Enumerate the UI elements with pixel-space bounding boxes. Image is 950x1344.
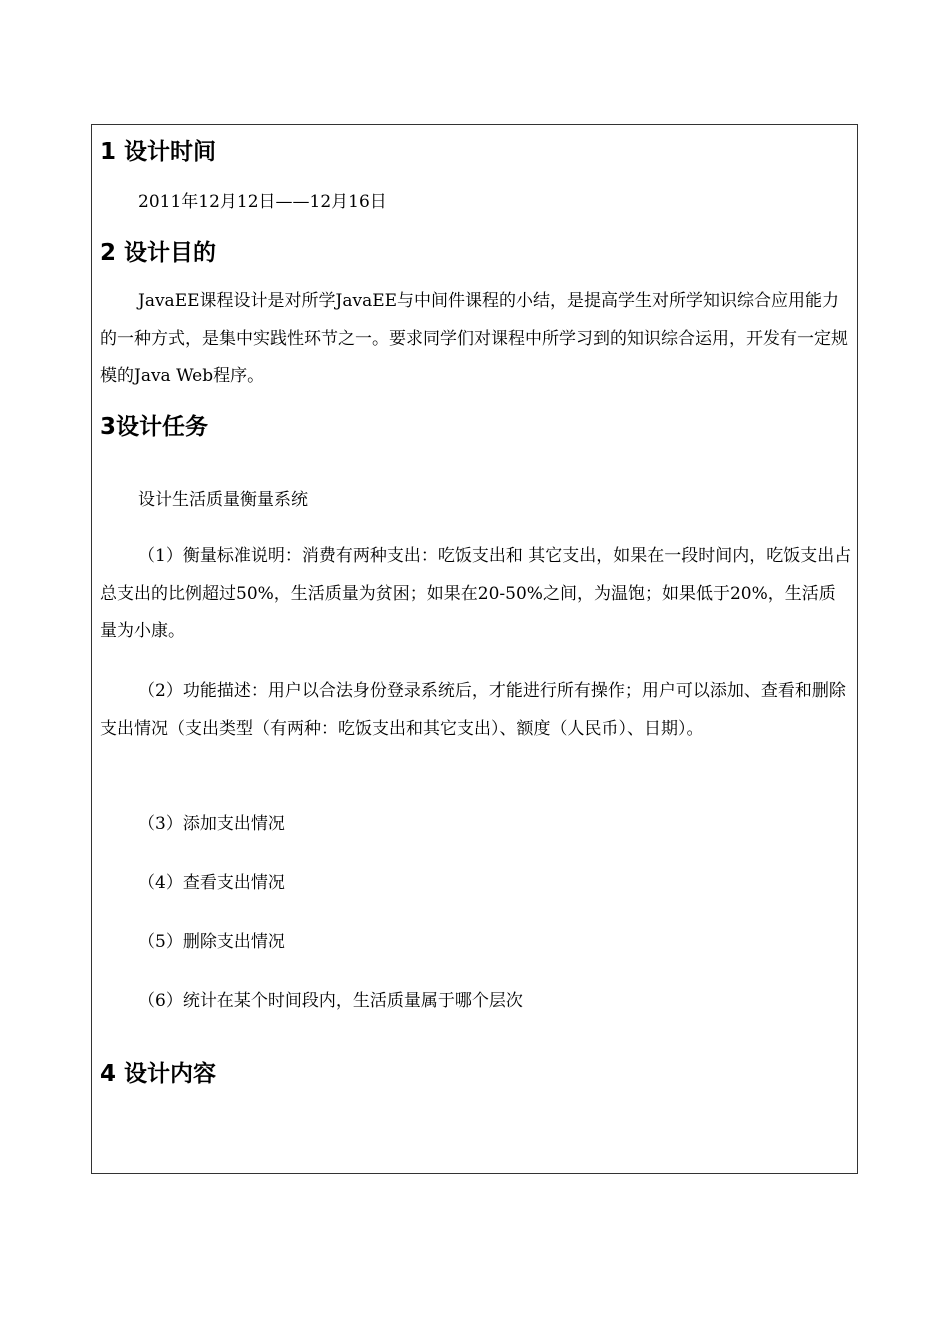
design-purpose-paragraph: JavaEE课程设计是对所学JavaEE与中间件课程的小结，是提高学生对所学知识综合应用能力的一种方式，是集中实践性环节之一。要求同学们对课程中所学习到的知识综合运用，开发有一定规模的Java Web程序。 <box>100 291 848 386</box>
task-item-statistics: （6）统计在某个时间段内，生活质量属于哪个层次 <box>138 991 523 1011</box>
task-item-add: （3）添加支出情况 <box>138 814 285 834</box>
task-item-view: （4）查看支出情况 <box>138 873 285 893</box>
task-item-delete: （5）删除支出情况 <box>138 932 285 952</box>
task-title-text: 设计生活质量衡量系统 <box>138 490 308 510</box>
section-heading-design-task: 3设计任务 <box>100 414 209 440</box>
section-heading-design-time: 1 设计时间 <box>100 139 217 165</box>
section-heading-design-content: 4 设计内容 <box>100 1061 217 1087</box>
design-date-text: 2011年12月12日——12月16日 <box>138 192 387 212</box>
task-item-criteria: （1）衡量标准说明：消费有两种支出：吃饭支出和 其它支出，如果在一段时间内，吃饭支出占总支出的比例超过50%，生活质量为贫困；如果在20-50%之间，为温饱；如果低于20%，生活质量为小康。 <box>100 546 852 641</box>
task-item-function: （2）功能描述：用户以合法身份登录系统后，才能进行所有操作；用户可以添加、查看和删除支出情况（支出类型（有两种：吃饭支出和其它支出）、额度（人民币）、日期）。 <box>100 681 846 739</box>
section-heading-design-purpose: 2 设计目的 <box>100 240 217 266</box>
